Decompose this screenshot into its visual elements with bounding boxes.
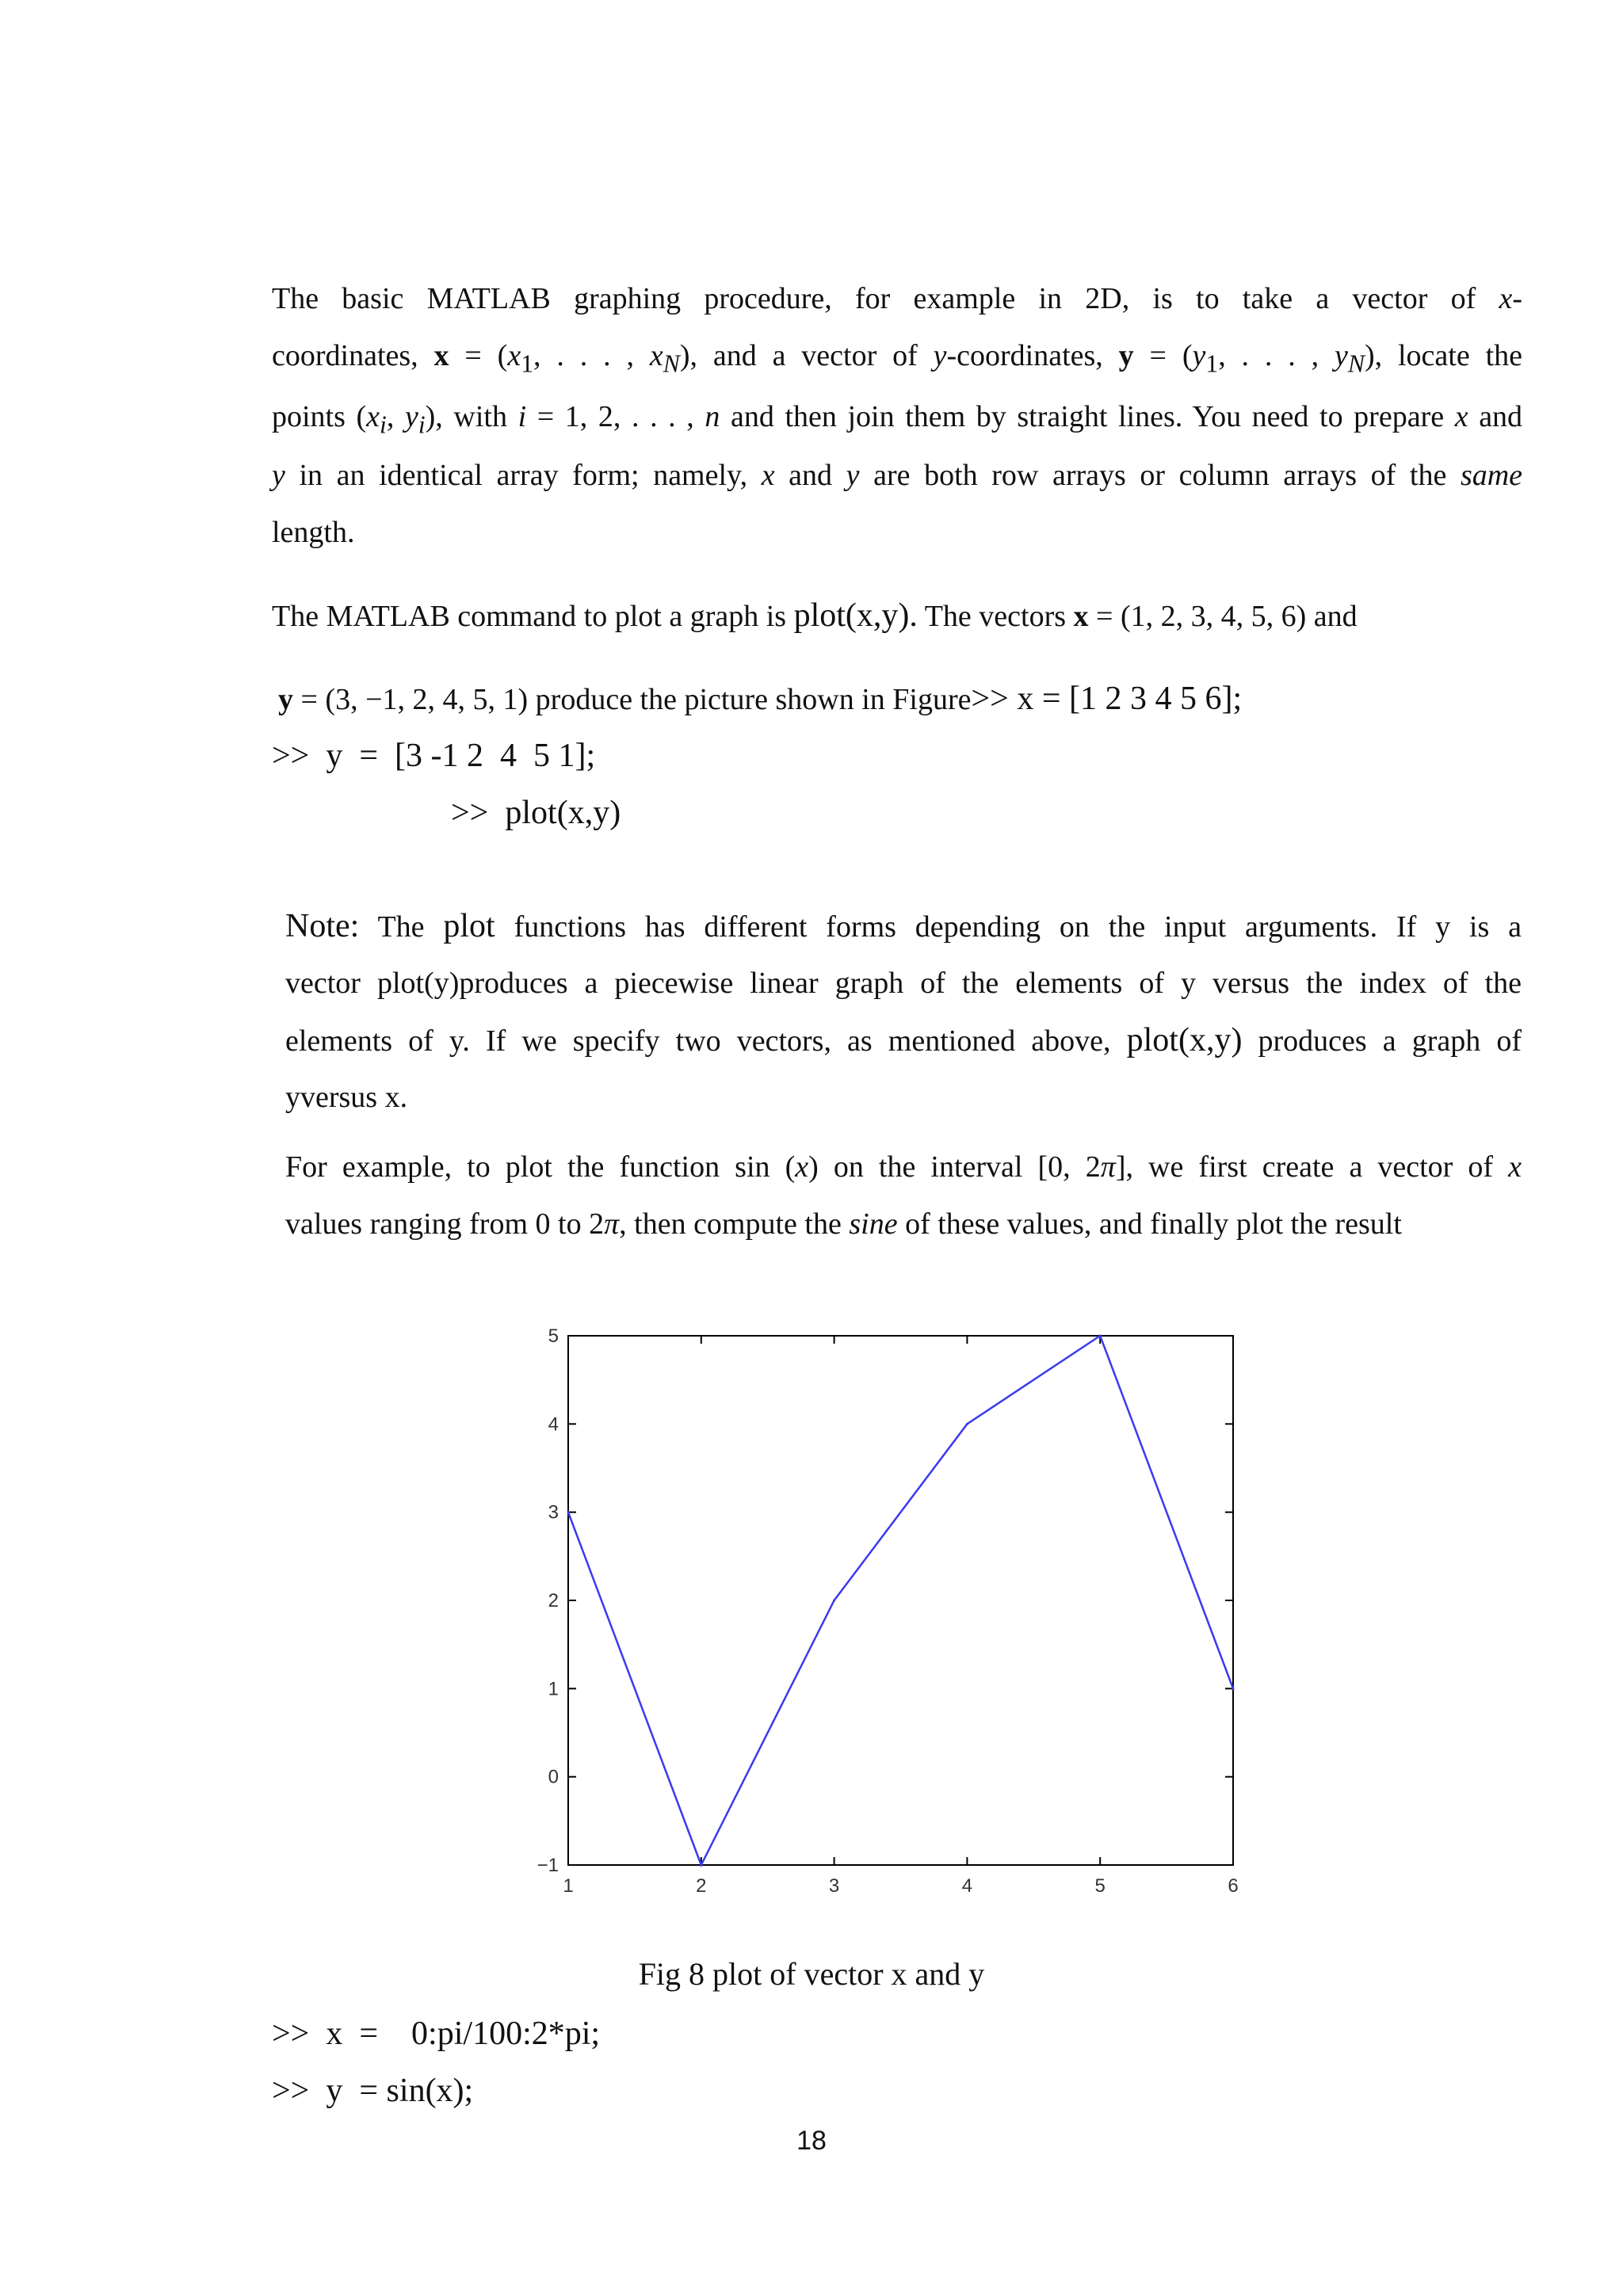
y-tick-label: 2 bbox=[548, 1590, 559, 1611]
data-point bbox=[567, 1511, 570, 1513]
x-tick-label: 3 bbox=[828, 1875, 840, 1897]
page-number: 18 bbox=[796, 2126, 827, 2156]
figure-caption: Fig 8 plot of vector x and y bbox=[638, 1956, 985, 1992]
matlab-command-plot: >> plot(x,y) bbox=[451, 795, 621, 831]
note-line-1: Note: The plot functions has different forms depending on the input arguments. If y is a bbox=[285, 908, 1522, 944]
y-tick-label: 5 bbox=[548, 1325, 559, 1347]
paragraph-1-line-3: points ($x_i$, $y_i$), with i = 1, 2, . . . , n and then join them by straight lines. You need to prepare x and bbox=[272, 400, 1523, 439]
data-point bbox=[966, 1423, 968, 1425]
x-tick-label: 2 bbox=[696, 1875, 707, 1897]
paragraph-2-line-2: y = (3, −1, 2, 4, 5, 1) produce the picture shown in Figure>> x = [1 2 3 4 5 6]; bbox=[278, 681, 1243, 717]
x-tick-label: 6 bbox=[1228, 1875, 1239, 1897]
x-tick-label: 1 bbox=[563, 1875, 574, 1897]
y-tick-label: 3 bbox=[548, 1501, 559, 1524]
data-point bbox=[1099, 1335, 1102, 1337]
note-line-3: elements of y. If we specify two vectors, as mentioned above, plot(x,y) produces a graph of bbox=[285, 1022, 1522, 1058]
y-tick-label: 4 bbox=[548, 1413, 559, 1436]
y-tick-label: −1 bbox=[537, 1855, 559, 1876]
data-point bbox=[700, 1864, 702, 1867]
note-label: Note: bbox=[285, 908, 360, 944]
paragraph-1-line-5: length. bbox=[272, 516, 355, 549]
data-point bbox=[1232, 1688, 1235, 1690]
paragraph-4-line-1: For example, to plot the function sin (x) on the interval [0, 2π], we first create a vector of x bbox=[285, 1150, 1522, 1184]
note-line-4: yversus x. bbox=[285, 1081, 408, 1114]
paragraph-4-line-2: values ranging from 0 to 2π, then compute the sine of these values, and finally plot the result bbox=[285, 1207, 1402, 1241]
y-tick-label: 0 bbox=[548, 1766, 559, 1788]
matlab-command-y: >> y = [3 -1 2 4 5 1]; bbox=[272, 738, 596, 774]
data-point bbox=[833, 1600, 835, 1602]
paragraph-1-line-1: The basic MATLAB graphing procedure, for example in 2D, is to take a vector of x- bbox=[272, 282, 1522, 315]
matlab-command-sin: >> y = sin(x); bbox=[272, 2073, 474, 2109]
matlab-command-x-range: >> x = 0:pi/100:2*pi; bbox=[272, 2016, 601, 2052]
plot-area bbox=[568, 1336, 1233, 1865]
x-tick-label: 4 bbox=[961, 1875, 973, 1897]
paragraph-1-line-4: y in an identical array form; namely, x and y are both row arrays or column arrays of the same bbox=[272, 459, 1523, 492]
paragraph-2-line-1: The MATLAB command to plot a graph is plot(x,y). The vectors x = (1, 2, 3, 4, 5, 6) and bbox=[272, 597, 1358, 634]
paragraph-1-line-2: coordinates, $x = (x_1$, . . . , $x_N$), and a vector of y-coordinates, $y = (y_1$, . . . , $y_N$), locate the bbox=[272, 339, 1522, 378]
note-line-2: vector plot(y)produces a piecewise linear graph of the elements of y versus the index of the bbox=[285, 967, 1522, 1000]
x-tick-label: 5 bbox=[1094, 1875, 1106, 1897]
y-tick-label: 1 bbox=[548, 1678, 559, 1700]
